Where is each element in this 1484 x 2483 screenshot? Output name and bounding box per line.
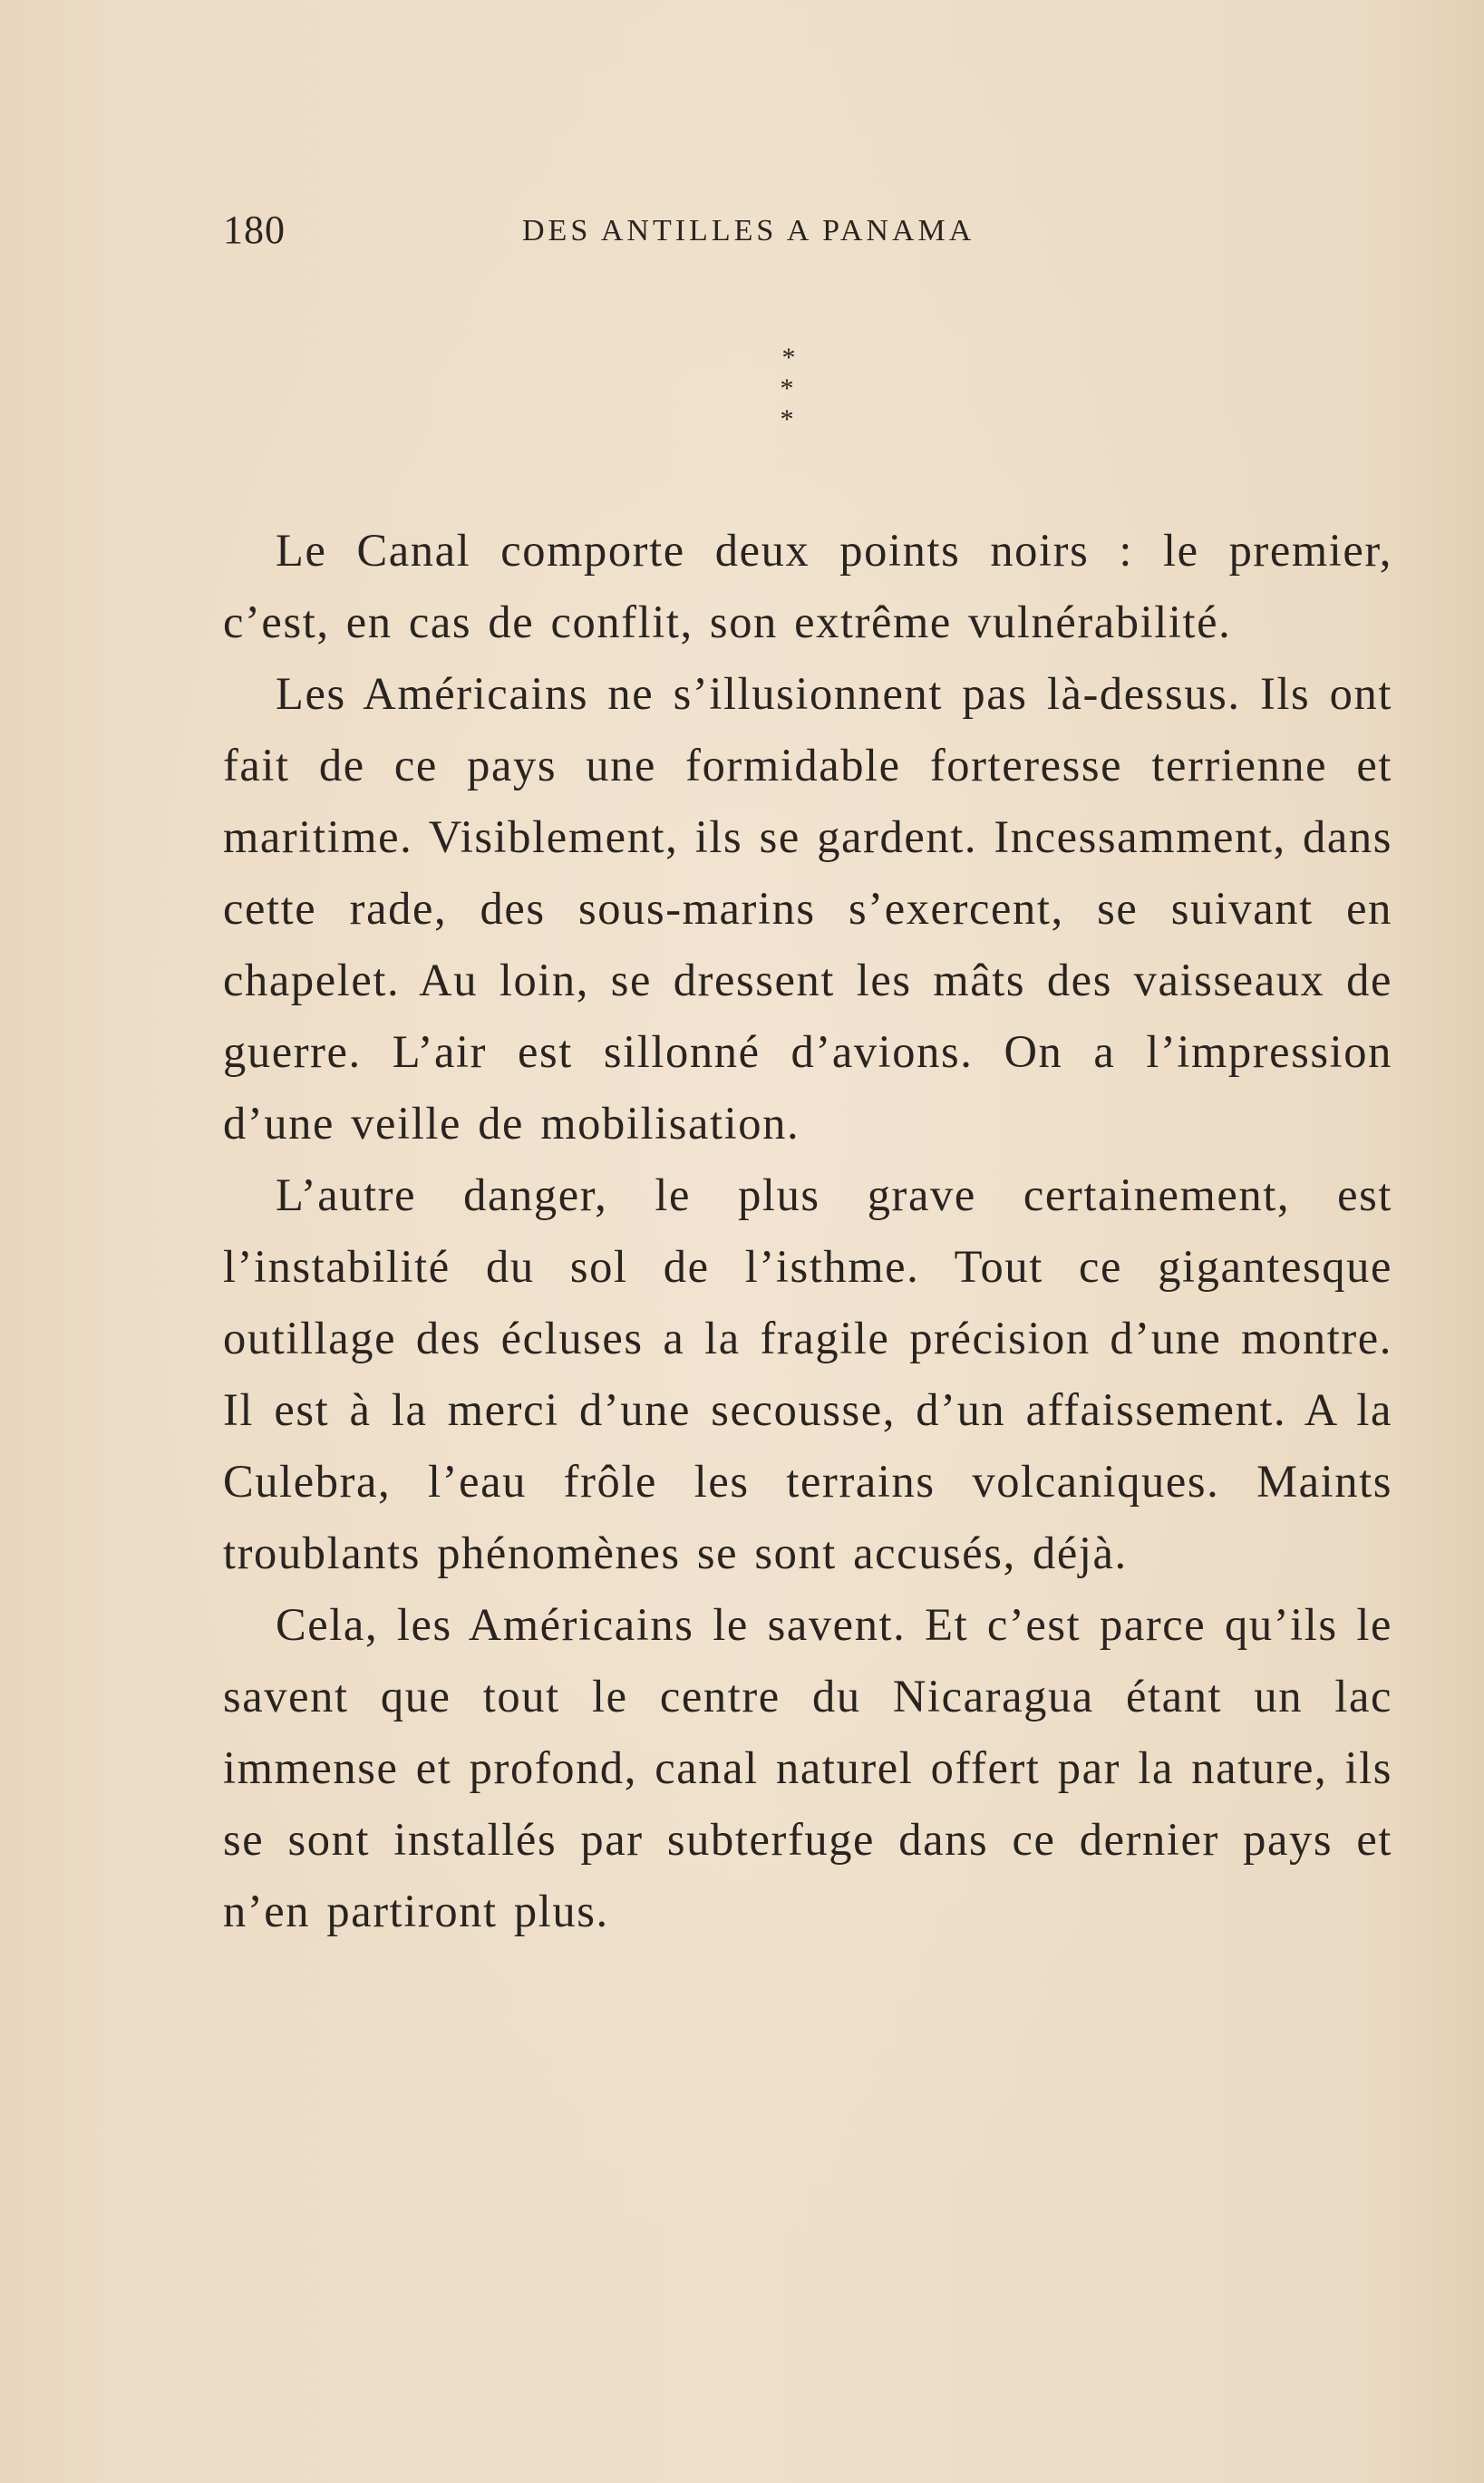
page-header [223,207,1392,261]
paragraph-4: Cela, les Américains le savent. Et c’est parce qu’ils le savent que tout le centre du Nicaragua étant un lac immense et profond, canal naturel offert par la nature, ils se sont installés par subterfuge dans ce dernier pays et n’en partiront plus. [223,1599,1392,1936]
page-number: 180 [223,208,286,252]
section-break-asterism [734,343,843,434]
paragraph-2: Les Américains ne s’illusionnent pas là-dessus. Ils ont fait de ce pays une formidable forteresse terrienne et maritime. Visiblement, ils se gardent. Incessamment, dans cette rade, des sous-marins s’exercent, se suivant en chapelet. Au loin, se dressent les mâts des vaisseaux de guerre. L’air est sillonné d’avions. On a l’impression d’une veille de mobilisation. [223,668,1392,1149]
asterism-top: * [781,343,796,373]
running-head: DES ANTILLES A PANAMA [522,214,975,247]
paragraph-3: L’autre danger, le plus grave certainement, est l’instabilité du sol de l’isthme. Tout ce gigantesque outillage des écluses a la fragile précision d’une montre. Il est à la merci d’une secousse, d’un affaissement. A la Culebra, l’eau frôle les terrains volcaniques. Maints troublants phénomènes se sont accusés, déjà. [223,1169,1392,1578]
asterism-bottom: * * [780,373,814,434]
paragraph-1: Le Canal comporte deux points noirs : le premier, c’est, en cas de conflit, son extrême vulnérabilité. [223,525,1392,647]
body-text [223,515,1392,1947]
